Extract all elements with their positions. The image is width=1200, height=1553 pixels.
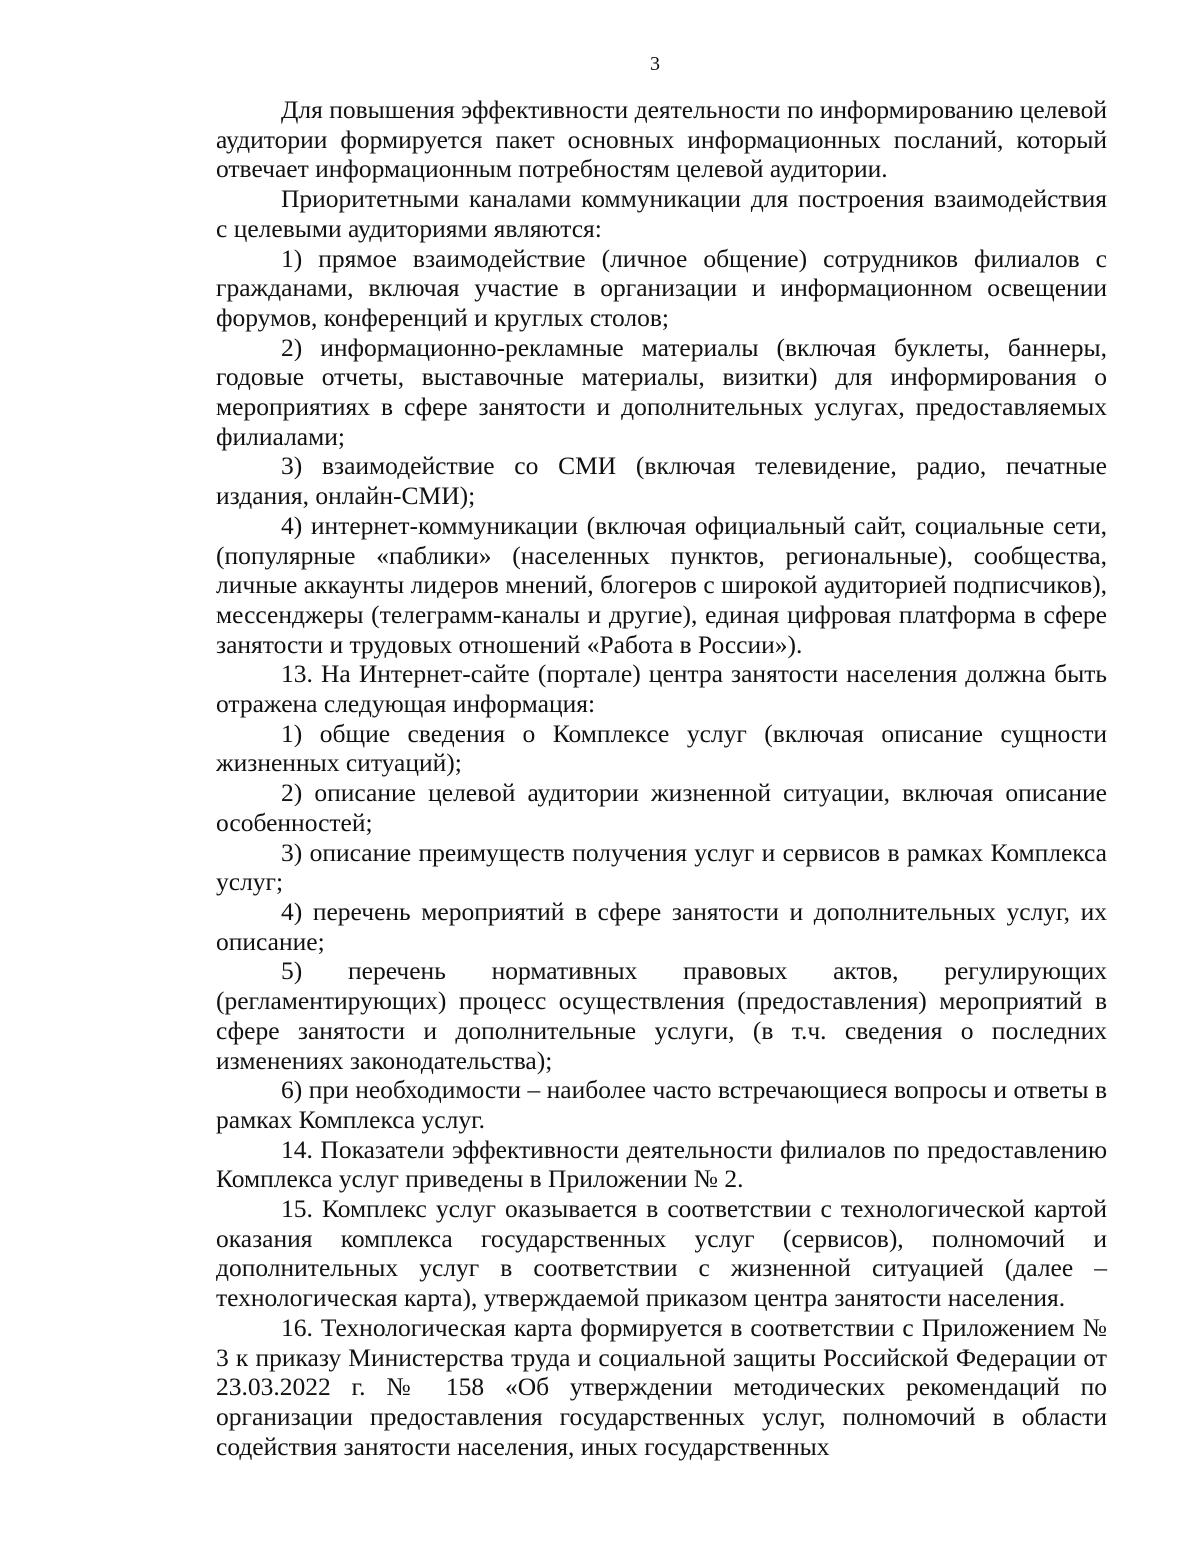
list-item-channel-2: 2) информационно-рекламные материалы (включая буклеты, баннеры, годовые отчеты, выставочные материалы, визитки) для информирования о мероприятиях в сфере занятости и дополнительных услугах, предоставляемых филиалами; — [216, 332, 1107, 451]
list-item-info-5: 5) перечень нормативных правовых актов, регулирующих (регламентирующих) процесс осуществления (предоставления) мероприятий в сфере занятости и дополнительные услуги, (в т.ч. сведения о последних изменениях законодательства); — [216, 956, 1107, 1075]
list-item-channel-1: 1) прямое взаимодействие (личное общение) сотрудников филиалов с гражданами, включая участие в организации и информационном освещении форумов, конференций и круглых столов; — [216, 243, 1107, 332]
paragraph-section-14: 14. Показатели эффективности деятельности филиалов по предоставлению Комплекса услуг приведены в Приложении № 2. — [216, 1134, 1107, 1194]
list-item-info-6: 6) при необходимости – наиболее часто встречающиеся вопросы и ответы в рамках Комплекса услуг. — [216, 1075, 1107, 1134]
paragraph-channels-heading: Приоритетными каналами коммуникации для построения взаимодействия с целевыми аудиториями являются: — [216, 184, 1107, 243]
list-item-channel-3: 3) взаимодействие со СМИ (включая телевидение, радио, печатные издания, онлайн-СМИ); — [216, 451, 1107, 511]
list-item-info-3: 3) описание преимуществ получения услуг и сервисов в рамках Комплекса услуг; — [216, 837, 1107, 897]
paragraph-section-16: 16. Технологическая карта формируется в соответствии с Приложением № 3 к приказу Министерства труда и социальной защиты Российской Федерации от 23.03.2022 г. № 158 «Об утверждении методических рекомендаций по организации предоставления государственных услуг, полномочий в области содействия занятости населения, иных государственных — [216, 1312, 1107, 1461]
paragraph-intro: Для повышения эффективности деятельности по информированию целевой аудитории формируется пакет основных информационных посланий, который отвечает информационным потребностям целевой аудитории. — [216, 95, 1107, 184]
paragraph-section-15: 15. Комплекс услуг оказывается в соответствии с технологической картой оказания комплекса государственных услуг (сервисов), полномочий и дополнительных услуг в соответствии с жизненной ситуацией (далее – технологическая карта), утверждаемой приказом центра занятости населения. — [216, 1194, 1107, 1313]
paragraph-section-13: 13. На Интернет-сайте (портале) центра занятости населения должна быть отражена следующая информация: — [216, 659, 1107, 719]
list-item-channel-4: 4) интернет-коммуникации (включая официальный сайт, социальные сети, (популярные «паблики» (населенных пунктов, региональные), сообщества, личные аккаунты лидеров мнений, блогеров с широкой аудиторией подписчиков), мессенджеры (телеграмм-каналы и другие), единая цифровая платформа в сфере занятости и трудовых отношений «Работа в России»). — [216, 510, 1107, 659]
list-item-info-2: 2) описание целевой аудитории жизненной ситуации, включая описание особенностей; — [216, 778, 1107, 837]
list-item-info-4: 4) перечень мероприятий в сфере занятости и дополнительных услуг, их описание; — [216, 896, 1107, 956]
page-number: 3 — [650, 53, 660, 75]
list-item-info-1: 1) общие сведения о Комплексе услуг (включая описание сущности жизненных ситуаций); — [216, 718, 1107, 778]
document-body — [216, 95, 1107, 1461]
